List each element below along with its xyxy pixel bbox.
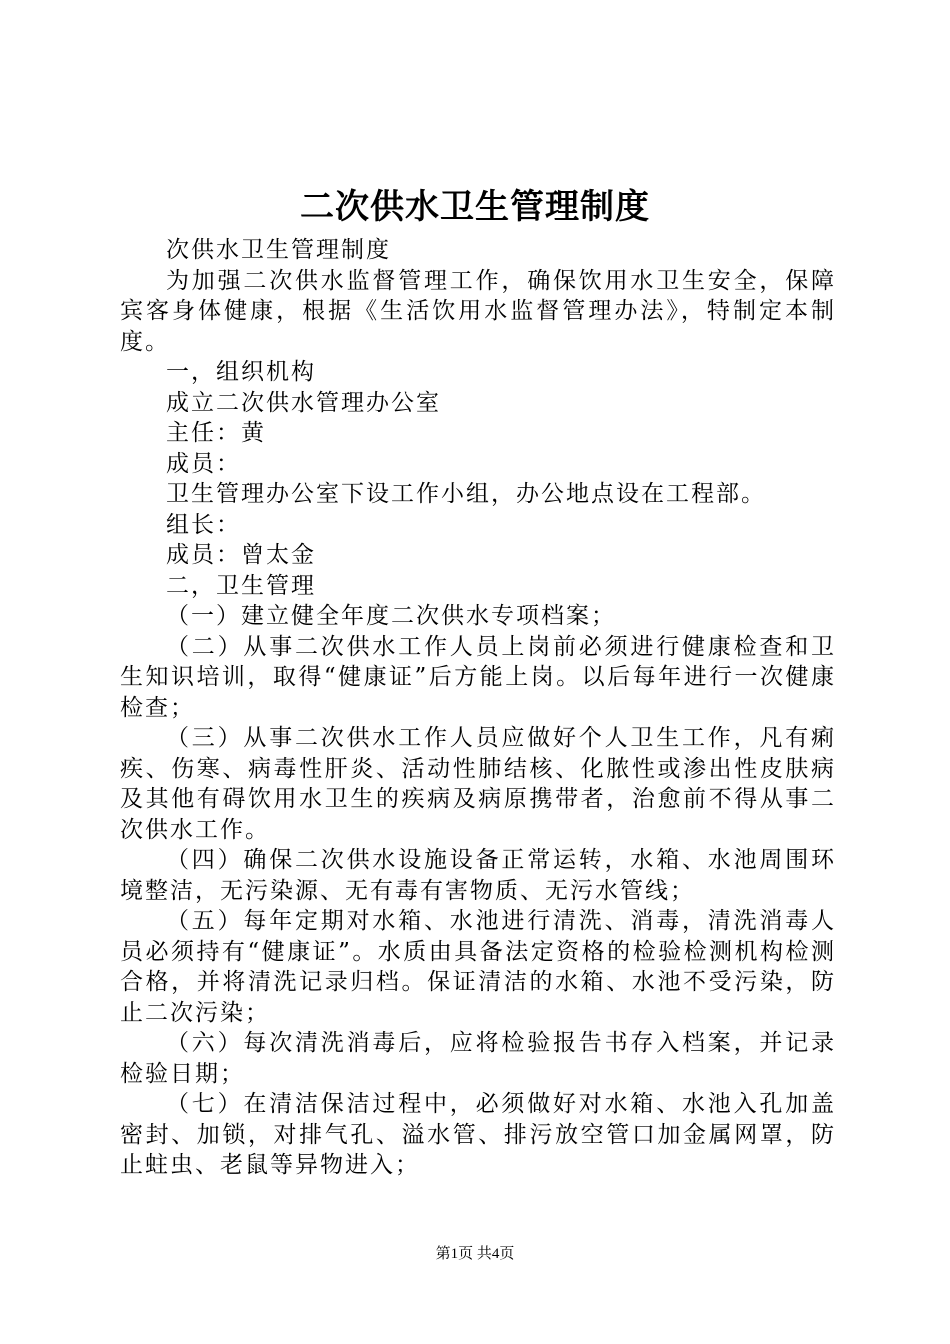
list-item: （五）每年定期对水箱、水池进行清洗、消毒，清洗消毒人员必须持有“健康证”。水质由具备法定资格的检验检测机构检测合格，并将清洗记录归档。保证清洁的水箱、水池不受污染，防止二次污染；: [120, 908, 836, 1026]
list-item: （二）从事二次供水工作人员上岗前必须进行健康检查和卫生知识培训，取得“健康证”后方能上岗。以后每年进行一次健康检查；: [120, 633, 836, 721]
list-item: （三）从事二次供水工作人员应做好个人卫生工作，凡有痢疾、伤寒、病毒性肝炎、活动性肺结核、化脓性或渗出性皮肤病及其他有碍饮用水卫生的疾病及病原携带者，治愈前不得从事二次供水工作。: [120, 725, 836, 843]
paragraph: 组长：: [166, 511, 241, 538]
page-number-footer: 第1页 共4页: [435, 1246, 515, 1262]
paragraph: 成立二次供水管理办公室: [166, 389, 441, 416]
list-item: （六）每次清洗消毒后，应将检验报告书存入档案，并记录检验日期；: [120, 1030, 836, 1087]
paragraph: 成员：曾太金: [166, 542, 316, 568]
paragraph: 为加强二次供水监督管理工作，确保饮用水卫生安全，保障宾客身体健康，根据《生活饮用水监督管理办法》，特制定本制度。: [120, 267, 836, 355]
list-item: （一）建立健全年度二次供水专项档案；: [166, 603, 616, 629]
section-heading: 二，卫生管理: [166, 572, 316, 599]
document-body: [120, 235, 836, 1181]
section-heading: 一，组织机构: [166, 359, 316, 385]
paragraph: 主任：黄: [166, 420, 266, 446]
paragraph: 成员：: [166, 450, 241, 477]
paragraph: 次供水卫生管理制度: [166, 237, 391, 263]
list-item: （四）确保二次供水设施设备正常运转，水箱、水池周围环境整洁，无污染源、无有毒有害物质、无污水管线；: [120, 847, 836, 904]
paragraph: 卫生管理办公室下设工作小组，办公地点设在工程部。: [166, 481, 766, 507]
document-title: 二次供水卫生管理制度: [300, 187, 650, 227]
list-item: （七）在清洁保洁过程中，必须做好对水箱、水池入孔加盖密封、加锁，对排气孔、溢水管、排污放空管口加金属网罩，防止蛀虫、老鼠等异物进入；: [120, 1091, 836, 1178]
